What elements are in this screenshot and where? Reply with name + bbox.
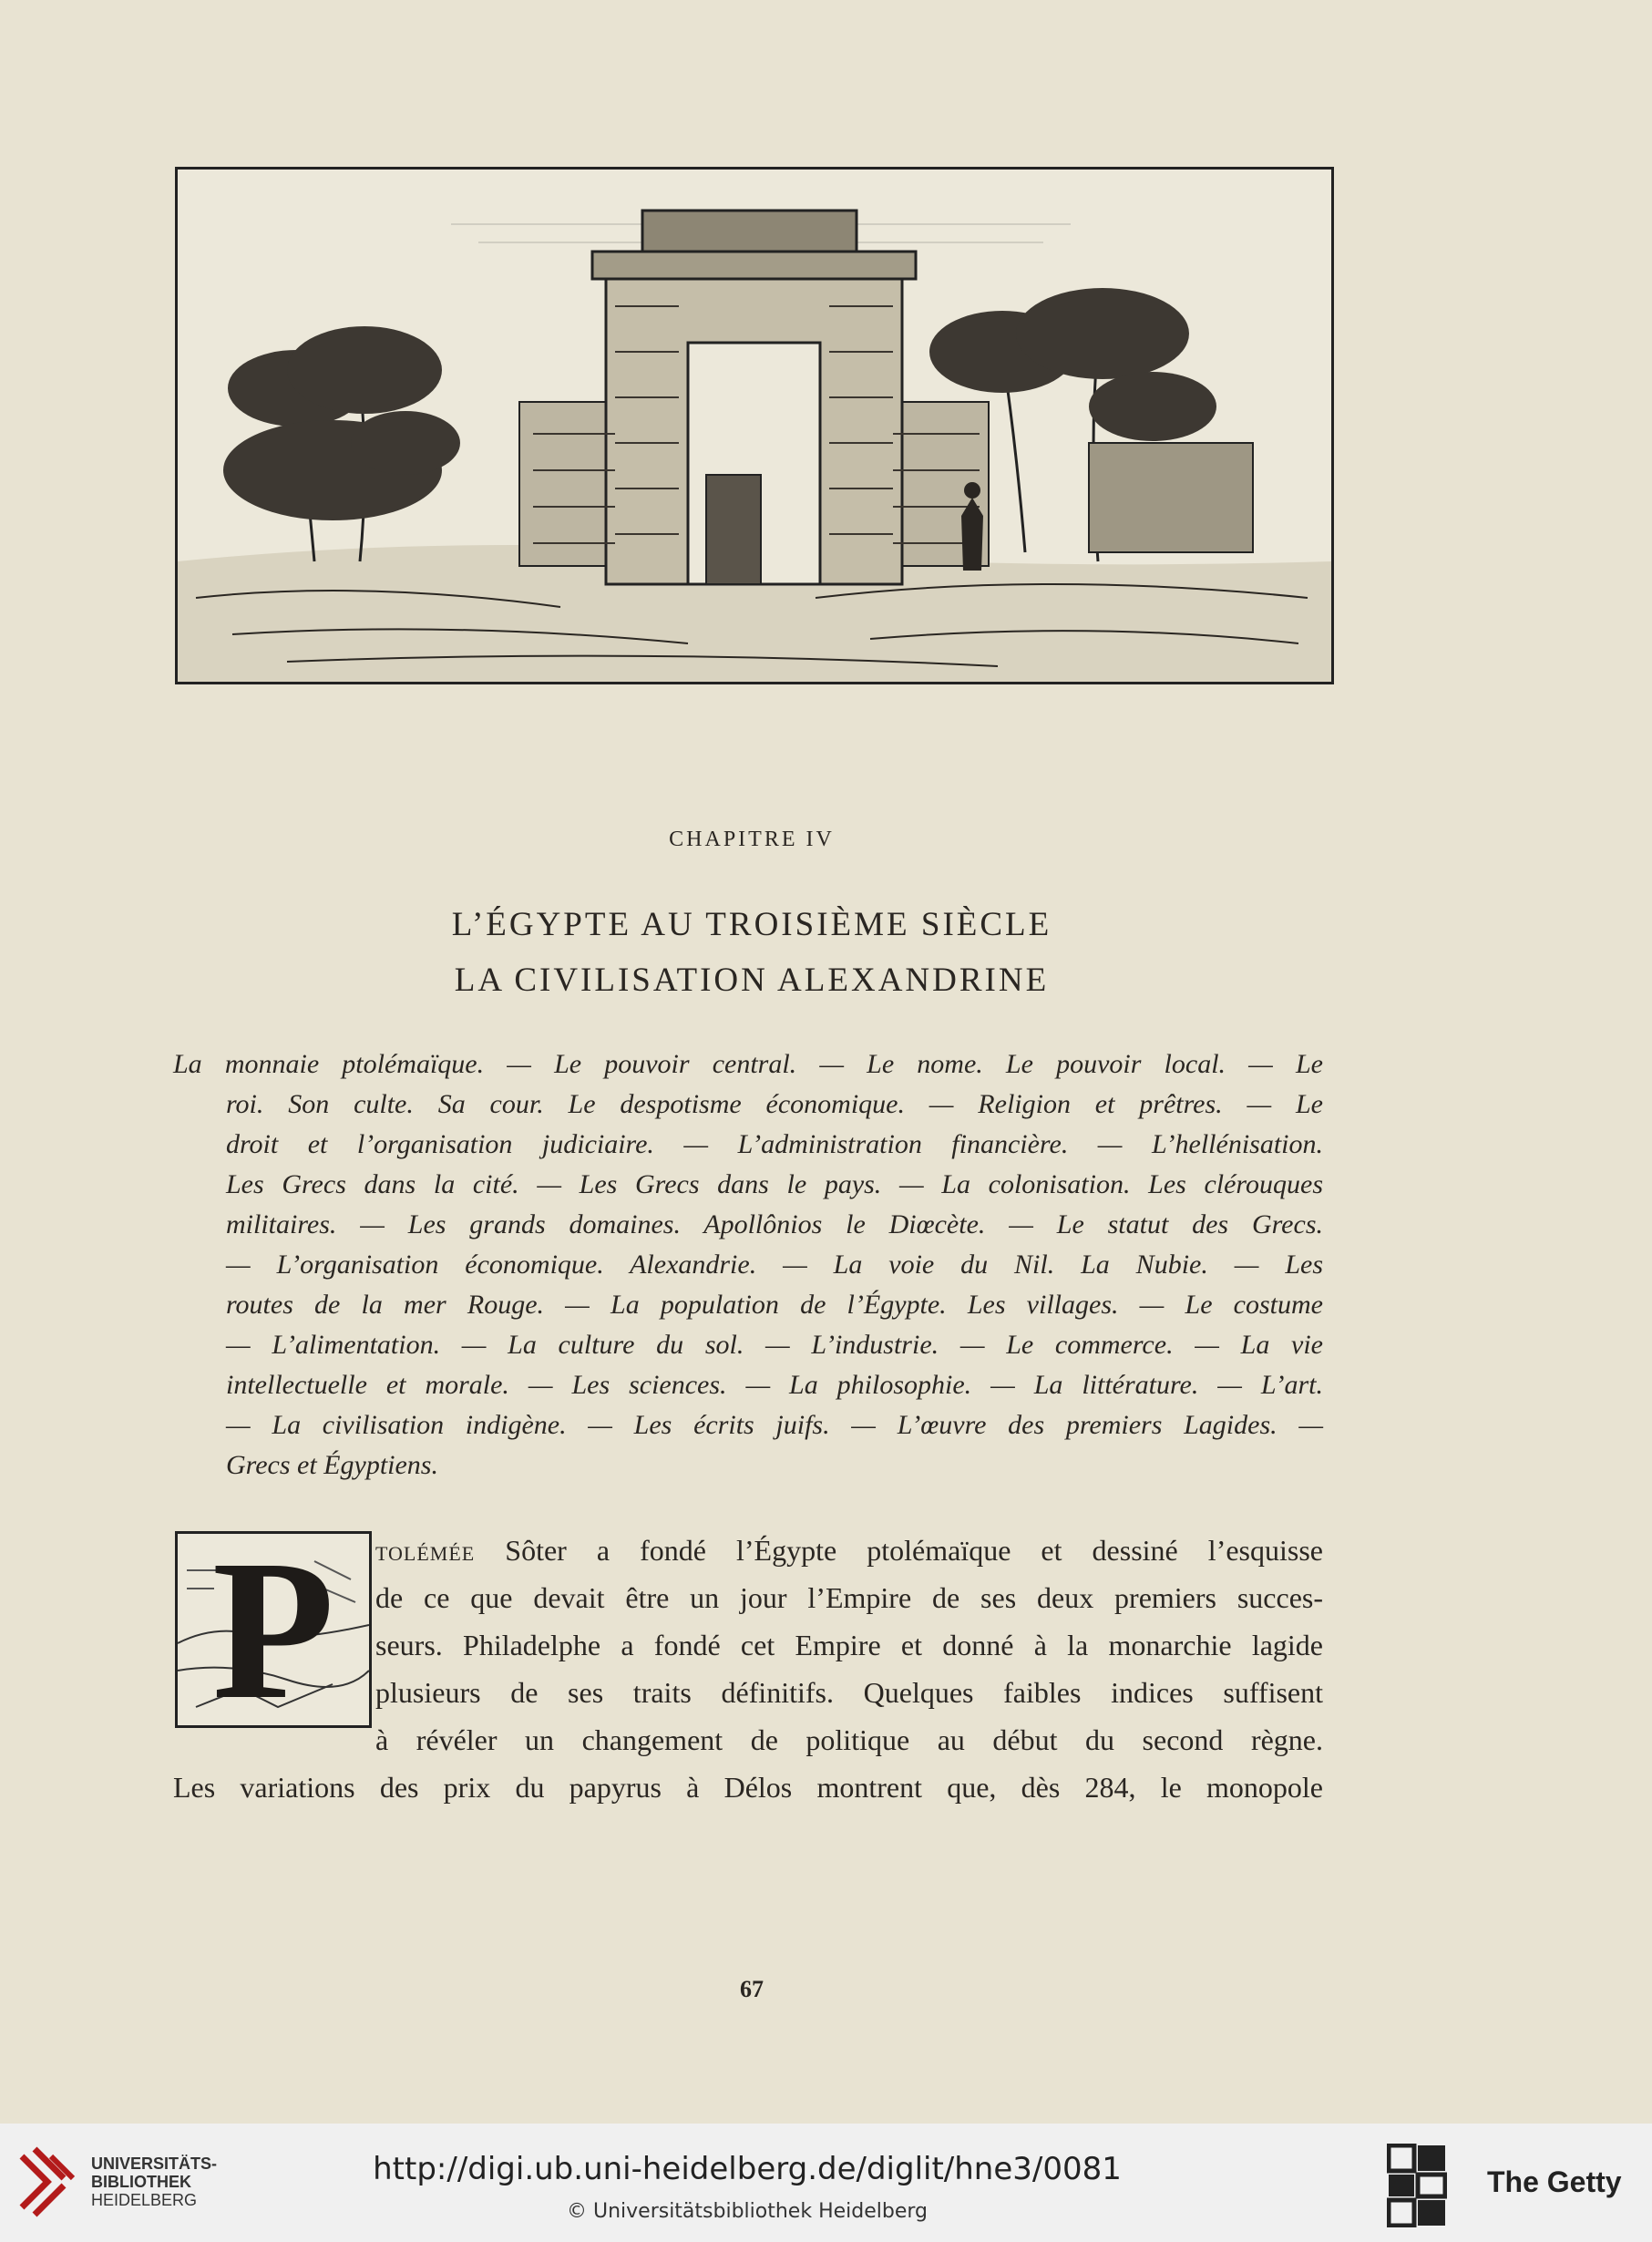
body-line: de ce que devait être un jour l’Empire de ses deux premiers succes- xyxy=(375,1581,1323,1614)
copyright-notice: © Universitätsbibliothek Heidelberg xyxy=(566,2200,928,2223)
summary-line: roi. Son culte. Sa cour. Le despotisme économique. — Religion et prêtres. — Le xyxy=(226,1089,1323,1119)
opening-word-smallcaps: tolémée xyxy=(375,1534,476,1567)
body-line: plusieurs de ses traits définitifs. Quelques faibles indices suffisent xyxy=(375,1676,1323,1709)
library-name-line3: HEIDELBERG xyxy=(91,2191,198,2209)
body-line: Les variations des prix du papyrus à Délos montrent que, dès 284, le monopole xyxy=(173,1771,1323,1804)
getty-logo-icon xyxy=(1387,2144,1447,2227)
library-name-line2: BIBLIOTHEK xyxy=(91,2173,191,2191)
page-number: 67 xyxy=(740,1976,764,2002)
summary-line: routes de la mer Rouge. — La population de l’Égypte. Les villages. — Le costume xyxy=(226,1290,1323,1320)
dropcap-letter: P xyxy=(211,1518,335,1741)
getty-name: The Getty xyxy=(1487,2165,1622,2198)
summary-line: militaires. — Les grands domaines. Apollônios le Diœcète. — Le statut des Grecs. xyxy=(226,1209,1323,1239)
summary-line: — La civilisation indigène. — Les écrits juifs. — L’œuvre des premiers Lagides. — xyxy=(226,1410,1323,1440)
summary-line: La monnaie ptolémaïque. — Le pouvoir central. — Le nome. Le pouvoir local. — Le xyxy=(173,1049,1323,1079)
chapter-label: CHAPITRE IV xyxy=(669,828,835,851)
opening-line-rest: Sôter a fondé l’Égypte ptolémaïque et dessiné l’esquisse xyxy=(475,1534,1323,1567)
body-line: à révéler un changement de politique au début du second règne. xyxy=(375,1723,1323,1756)
body-line xyxy=(173,1527,1323,1574)
summary-line: intellectuelle et morale. — Les sciences. — La philosophie. — La littérature. — L’art. xyxy=(226,1370,1323,1400)
summary-line: Les Grecs dans la cité. — Les Grecs dans le pays. — La colonisation. Les clérouques xyxy=(226,1169,1323,1199)
summary-line: — L’alimentation. — La culture du sol. — L’industrie. — Le commerce. — La vie xyxy=(226,1330,1323,1360)
chapter-summary xyxy=(173,1044,1323,1486)
chapter-title-line2: LA CIVILISATION ALEXANDRINE xyxy=(454,962,1050,999)
body-line: seurs. Philadelphe a fondé cet Empire et donné à la monarchie lagide xyxy=(375,1629,1323,1661)
summary-line: — L’organisation économique. Alexandrie. — La voie du Nil. La Nubie. — Les xyxy=(226,1250,1323,1280)
summary-line: droit et l’organisation judiciaire. — L’administration financière. — L’hellénisation. xyxy=(226,1129,1323,1159)
summary-line: Grecs et Égyptiens. xyxy=(226,1450,438,1480)
library-name-line1: UNIVERSITÄTS- xyxy=(91,2155,218,2173)
chapter-title-line1: L’ÉGYPTE AU TROISIÈME SIÈCLE xyxy=(451,906,1052,943)
temple-gate-engraving xyxy=(175,167,1334,684)
body-paragraph xyxy=(173,1518,1323,1811)
permalink-url[interactable]: http://digi.ub.uni-heidelberg.de/diglit/hne3/0081 xyxy=(373,2151,1122,2187)
viewer-footer xyxy=(0,2124,1652,2242)
